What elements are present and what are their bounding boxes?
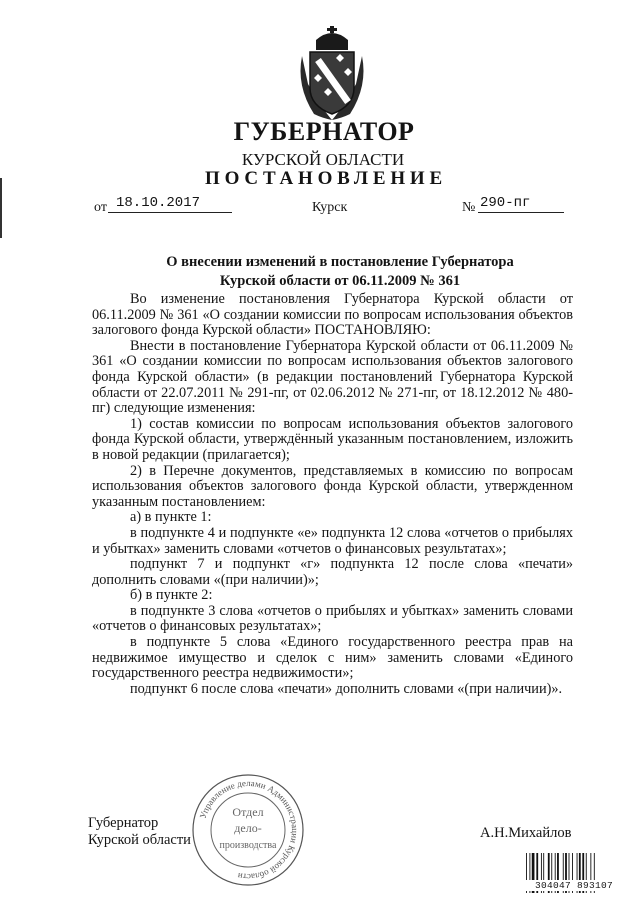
subject-line-1: О внесении изменений в постановление Губернатора [166, 254, 514, 270]
paragraph: в подпункте 4 и подпункте «е» подпункта 12 слова «отчетов о прибылях и убытках» заменить словами «отчетов о финансовых результатах»; [92, 524, 573, 557]
issuer-region: КУРСКОЙ ОБЛАСТИ [241, 150, 405, 169]
document-body [92, 292, 573, 697]
paragraph: Во изменение постановления Губернатора Курской области от 06.11.2009 № 361 «О создании комиссии по вопросам использования объектов залогового фонда Курской области» ПОСТАНОВЛЯЮ: [92, 291, 573, 339]
paragraph: б) в пункте 2: [130, 587, 213, 604]
signatory-position-line-2: Курской области [88, 832, 191, 848]
number-prefix: № [462, 200, 476, 215]
stamp-line-2: дело- [234, 821, 262, 835]
paragraph: в подпункте 5 слова «Единого государственного реестра прав на недвижимое имущество и сделок с ним» заменить словами «Единого государственного реестра недвижимости»; [92, 634, 573, 682]
document-city: Курск [312, 200, 348, 215]
stamp-line-3: производства [219, 840, 277, 851]
paragraph: 1) состав комиссии по вопросам использования объектов залогового фонда Курской области, утверждённый указанным постановлением, изложить в новой редакции (прилагается); [92, 415, 573, 463]
paragraph: Внести в постановление Губернатора Курской области от 06.11.2009 № 361 «О создании комиссии по вопросам использования объектов залогового фонда Курской области» (в редакции постановлений Губернатора Курской области от 22.07.2011 № 291-пг, от 02.06.2012 № 271-пг, от 18.12.2012 № 480-пг) следующие изменения: [92, 337, 573, 417]
document-meta [0, 195, 640, 219]
date-prefix: от [94, 200, 107, 215]
paragraph: подпункт 7 и подпункт «г» подпункта 12 после слова «печати» дополнить словами «(при наличии)»; [92, 556, 573, 588]
paragraph: в подпункте 3 слова «отчетов о прибылях и убытках» заменить словами «отчетов о финансовых результатах»; [92, 602, 573, 635]
barcode-number: 304047 893107 [524, 880, 624, 891]
subject-line-2: Курской области от 06.11.2009 № 361 [219, 273, 461, 289]
document-number: 290-пг [478, 195, 564, 213]
official-stamp [190, 772, 306, 888]
document-subject [80, 253, 600, 291]
signatory-position-line-1: Губернатор [88, 815, 159, 831]
coat-of-arms-icon [292, 26, 372, 122]
stamp-outer-text: Управление делами Администрации Курской области [197, 777, 301, 883]
signatory-position [88, 815, 191, 849]
signatory-name: А.Н.Михайлов [480, 825, 572, 841]
paragraph: подпункт 6 после слова «печати» дополнить словами «(при наличии)». [130, 680, 563, 697]
stamp-line-1: Отдел [232, 805, 264, 819]
document-type: ПОСТАНОВЛЕНИЕ [205, 168, 447, 189]
document-date: 18.10.2017 [108, 195, 232, 213]
issuer-title: ГУБЕРНАТОР [233, 117, 415, 146]
paragraph: 2) в Перечне документов, представляемых в комиссию по вопросам использования объектов залогового фонда Курской области, утвержденном указанным постановлением: [92, 462, 573, 510]
paragraph: а) в пункте 1: [130, 509, 212, 526]
